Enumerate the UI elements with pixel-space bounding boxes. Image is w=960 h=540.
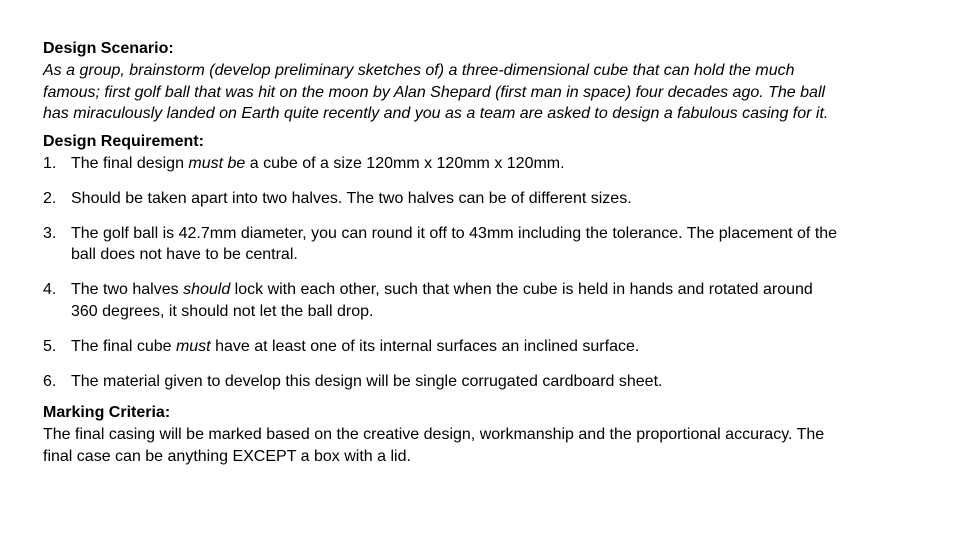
requirement-emphasis: must be [188, 154, 246, 172]
requirement-item-6 [43, 371, 843, 393]
marking-criteria-text: The final casing will be marked based on the creative design, workmanship and the proportional accuracy. The final case can be anything EXCEPT a box with a lid. [43, 426, 825, 465]
requirement-item-1 [43, 153, 843, 175]
design-scenario-section [43, 38, 843, 125]
requirement-item-3 [43, 223, 843, 267]
requirement-list [43, 153, 843, 392]
requirement-emphasis: should [183, 281, 231, 299]
document-page [43, 38, 843, 468]
marking-criteria-heading: Marking Criteria: [43, 404, 171, 422]
requirement-text: The final cube must have at least one of its internal surfaces an inclined surface. [71, 337, 640, 355]
requirement-text: The material given to develop this design will be single corrugated cardboard sheet. [71, 372, 663, 390]
design-requirement-heading: Design Requirement: [43, 133, 204, 151]
requirement-text: Should be taken apart into two halves. The two halves can be of different sizes. [71, 189, 632, 207]
requirement-number: 2. [43, 189, 57, 207]
requirement-number: 1. [43, 154, 57, 172]
requirement-item-5 [43, 336, 843, 358]
requirement-text: The golf ball is 42.7mm diameter, you can round it off to 43mm including the tolerance. The placement of the ball does not have to be central. [71, 224, 838, 264]
requirement-item-2 [43, 188, 843, 210]
requirement-number: 4. [43, 281, 57, 299]
marking-criteria-section [43, 402, 843, 467]
design-scenario-heading: Design Scenario: [43, 40, 174, 57]
requirement-number: 3. [43, 224, 57, 242]
design-requirement-section [43, 131, 843, 392]
requirement-item-4 [43, 279, 843, 323]
requirement-text: The two halves should lock with each other, such that when the cube is held in hands and rotated around 360 degrees, it should not let the ball drop. [71, 281, 813, 320]
requirement-number: 6. [43, 372, 57, 390]
requirement-text: The final design must be a cube of a size 120mm x 120mm x 120mm. [71, 154, 565, 172]
requirement-emphasis: must [175, 337, 211, 355]
requirement-number: 5. [43, 337, 57, 355]
design-scenario-text: As a group, brainstorm (develop preliminary sketches of) a three-dimensional cube that can hold the much famous; first golf ball that was hit on the moon by Alan Shepard (first man in space) four decades ago. The ball has miraculously landed on Earth quite recently and you as a team are asked to design a fabulous casing for it. [43, 61, 829, 123]
